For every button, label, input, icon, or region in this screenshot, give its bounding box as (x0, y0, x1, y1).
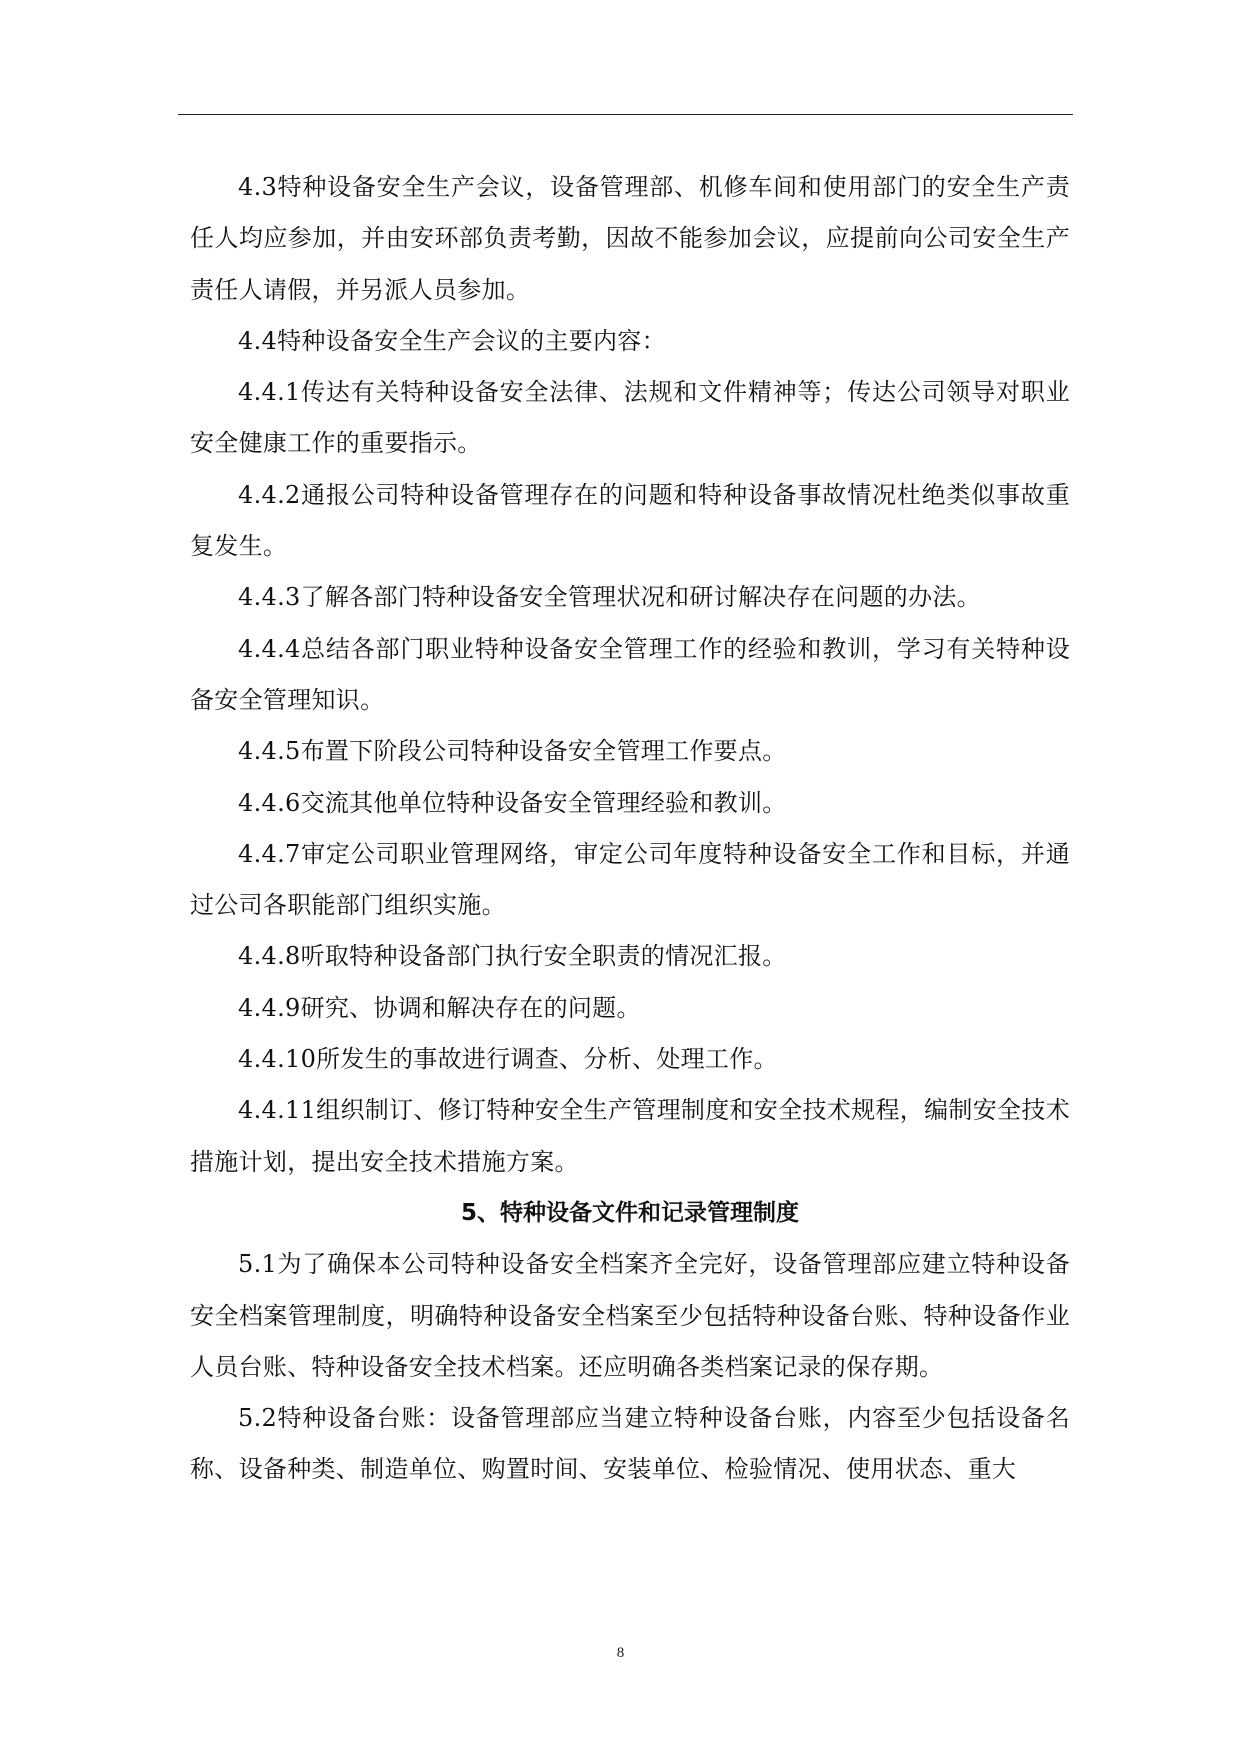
paragraph-4-4-8: 4.4.8听取特种设备部门执行安全职责的情况汇报。 (238, 942, 787, 971)
paragraph-5-1: 5.1为了确保本公司特种设备安全档案齐全完好，设备管理部应建立特种设备安全档案管理制度，明确特种设备安全档案至少包括特种设备台账、特种设备作业人员台账、特种设备安全技术档案。还应明确各类档案记录的保存期。 (190, 1250, 1070, 1381)
paragraph-4-4-1: 4.4.1传达有关特种设备安全法律、法规和文件精神等；传达公司领导对职业安全健康工作的重要指示。 (190, 378, 1070, 458)
paragraph-4-4-10: 4.4.10所发生的事故进行调查、分析、处理工作。 (238, 1045, 778, 1074)
section-heading: 5、特种设备文件和记录管理制度 (460, 1199, 799, 1226)
paragraph-4-4: 4.4特种设备安全生产会议的主要内容： (238, 326, 666, 355)
paragraph-4-4-4: 4.4.4总结各部门职业特种设备安全管理工作的经验和教训，学习有关特种设备安全管理知识。 (190, 634, 1070, 714)
paragraph-4-4-5: 4.4.5布置下阶段公司特种设备安全管理工作要点。 (238, 737, 787, 766)
paragraph-4-4-11: 4.4.11组织制订、修订特种安全生产管理制度和安全技术规程，编制安全技术措施计划，提出安全技术措施方案。 (190, 1096, 1070, 1176)
document-body (190, 162, 1070, 1496)
paragraph-5-2: 5.2特种设备台账：设备管理部应当建立特种设备台账，内容至少包括设备名称、设备种类、制造单位、购置时间、安装单位、检验情况、使用状态、重大 (190, 1404, 1070, 1484)
header-rule (178, 114, 1073, 115)
paragraph-4-4-6: 4.4.6交流其他单位特种设备安全管理经验和教训。 (238, 788, 787, 817)
paragraph-4-4-7: 4.4.7审定公司职业管理网络，审定公司年度特种设备安全工作和目标，并通过公司各职能部门组织实施。 (190, 839, 1070, 920)
paragraph-4-4-2: 4.4.2通报公司特种设备管理存在的问题和特种设备事故情况杜绝类似事故重复发生。 (190, 480, 1070, 561)
page-number: 8 (616, 1645, 625, 1661)
paragraph-4-3: 4.3特种设备安全生产会议，设备管理部、机修车间和使用部门的安全生产责任人均应参加，并由安环部负责考勤，因故不能参加会议，应提前向公司安全生产责任人请假，并另派人员参加。 (190, 173, 1070, 304)
paragraph-4-4-3: 4.4.3了解各部门特种设备安全管理状况和研讨解决存在问题的办法。 (238, 583, 981, 612)
paragraph-4-4-9: 4.4.9研究、协调和解决存在的问题。 (238, 993, 641, 1022)
